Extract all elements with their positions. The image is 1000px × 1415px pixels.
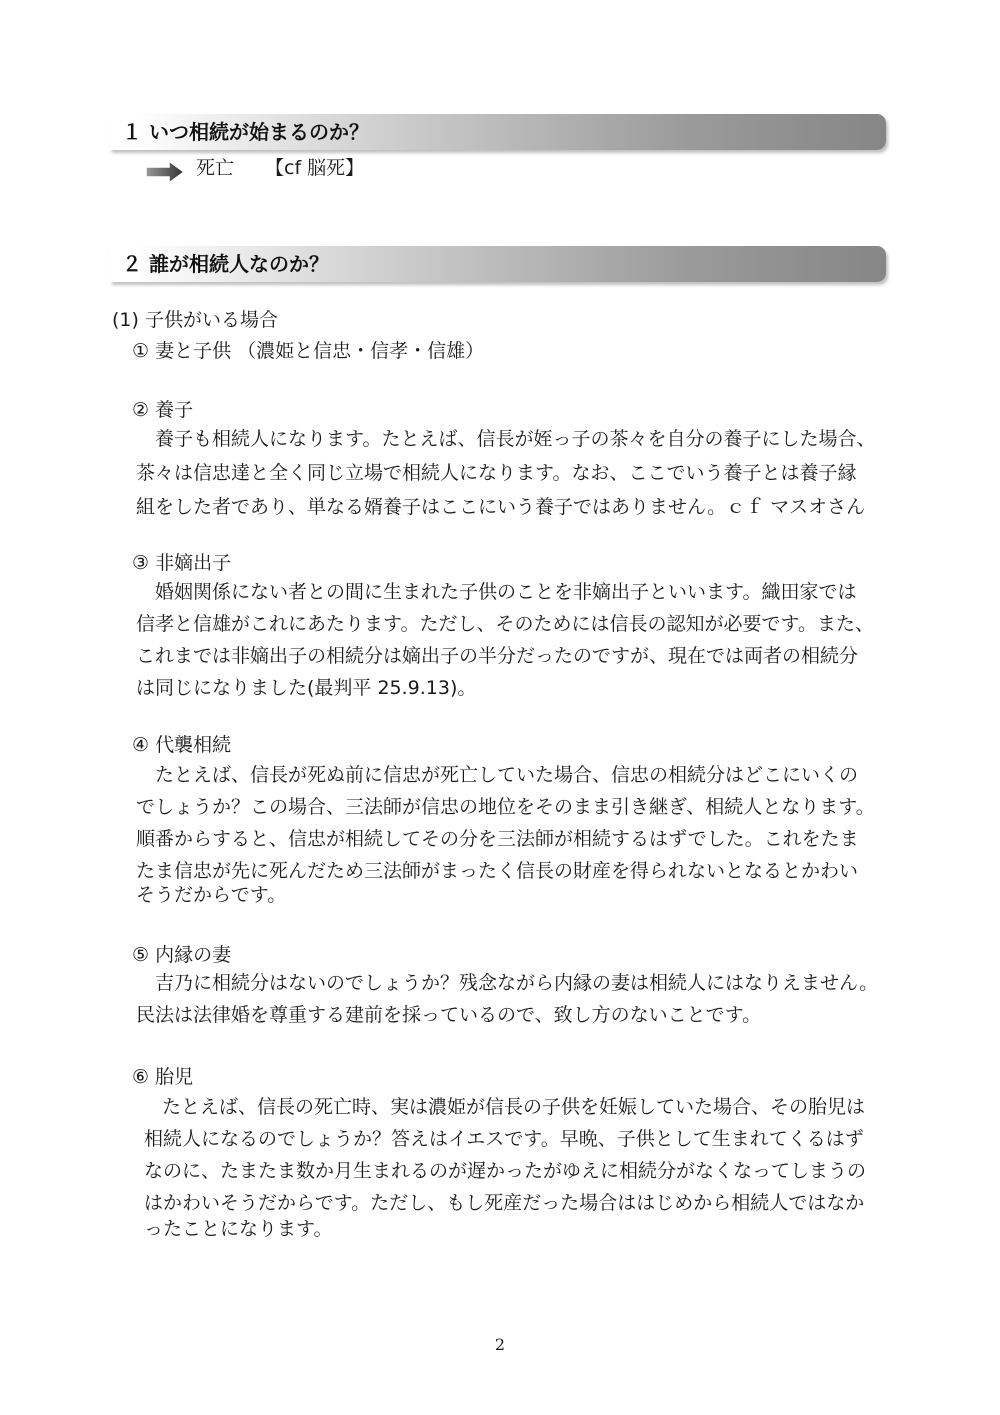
item-4-line: たま信忠が先に死んだため三法師がまったく信長の財産を得られないとなるとかわい — [136, 860, 859, 882]
item-3-line: 信孝と信雄がこれにあたります。ただし、そのためには信長の認知が必要です。また、 — [136, 613, 874, 635]
item-3-title: ③ 非嫡出子 — [132, 552, 232, 574]
page-number: 2 — [494, 1335, 506, 1354]
item-6-title: ⑥ 胎児 — [132, 1066, 194, 1088]
item-6-line: 相続人になるのでしょうか？答えはイエスです。早晩、子供として生まれてくるはず — [144, 1128, 864, 1150]
section-1-heading: １ いつ相続が始まるのか？ — [122, 120, 369, 144]
section-1-header-bar — [110, 114, 886, 150]
section-1-note: 【cf 脳死】 — [265, 157, 365, 179]
item-6-line: はかわいそうだからです。ただし、もし死産だった場合ははじめから相続人ではなか — [144, 1192, 865, 1214]
item-4-line: でしょうか？この場合、三法師が信忠の地位をそのまま引き継ぎ、相続人となります。 — [136, 796, 875, 818]
item-5-line: 吉乃に相続分はないのでしょうか？残念ながら内縁の妻は相続人にはなりえません。 — [155, 972, 879, 994]
right-arrow-icon — [145, 160, 185, 184]
item-6-line: たとえば、信長の死亡時、実は濃姫が信長の子供を妊娠していた場合、その胎児は — [162, 1096, 866, 1118]
item-6-line: ったことになります。 — [144, 1218, 333, 1240]
section-2-header-bar — [110, 246, 886, 282]
item-4-line: たとえば、信長が死ぬ前に信忠が死亡していた場合、信忠の相続分はどこにいくの — [155, 764, 859, 786]
item-2-title: ② 養子 — [132, 399, 194, 421]
item-5-line: 民法は法律婚を尊重する建前を採っているので、致し方のないことです。 — [136, 1004, 762, 1026]
item-6-line: なのに、たまたま数か月生まれるのが遅かったがゆえに相続分がなくなってしまうの — [144, 1160, 867, 1182]
item-4-title: ④ 代襲相続 — [132, 734, 232, 756]
item-5-title: ⑤ 内縁の妻 — [132, 944, 232, 966]
item-4-line: そうだからです。 — [136, 884, 287, 906]
item-3-line: 婚姻関係にない者との間に生まれた子供のことを非嫡出子といいます。織田家では — [155, 581, 857, 603]
item-1-title: ① 妻と子供 （濃姫と信忠・信孝・信雄） — [132, 340, 485, 362]
section-1-answer: 死亡 — [196, 157, 235, 179]
subsection-heading: (1) 子供がいる場合 — [112, 309, 278, 331]
section-2-heading: ２ 誰が相続人なのか？ — [122, 252, 329, 276]
item-3-line: は同じになりました(最判平 25.9.13)。 — [136, 677, 477, 699]
item-4-line: 順番からすると、信忠が相続してその分を三法師が相続するはずでした。これをたま — [136, 828, 859, 850]
item-2-line: 茶々は信忠達と全く同じ立場で相続人になります。なお、ここでいう養子とは養子縁 — [136, 462, 857, 484]
item-2-line: 組をした者であり、単なる婿養子はここにいう養子ではありません。ｃｆ マスオさん — [136, 496, 866, 518]
item-2-line: 養子も相続人になります。たとえば、信長が姪っ子の茶々を自分の養子にした場合、 — [155, 428, 876, 450]
item-3-line: これまでは非嫡出子の相続分は嫡出子の半分だったのですが、現在では両者の相続分 — [136, 645, 859, 667]
